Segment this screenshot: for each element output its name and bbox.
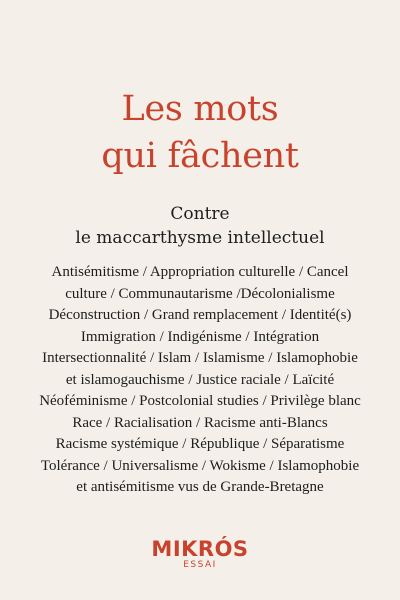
keyword-list bbox=[20, 262, 380, 499]
keyword-line: et antisémitisme vus de Grande-Bretagne bbox=[76, 479, 324, 495]
keyword-line: et islamogauchisme / Justice raciale / Laïcité bbox=[65, 371, 335, 388]
collection-name: ESSAI bbox=[183, 560, 217, 570]
book-title-line-1: Les mots bbox=[121, 89, 279, 129]
keyword-line: Race / Racialisation / Racisme anti-Blancs bbox=[72, 414, 328, 431]
book-title-line-2: qui fâchent bbox=[101, 136, 299, 176]
publisher-name: MIKRÓS bbox=[151, 537, 249, 561]
keyword-line: Immigration / Indigénisme / Intégration bbox=[80, 328, 320, 345]
book-subtitle bbox=[0, 202, 400, 250]
book-subtitle-line-2: le maccarthysme intellectuel bbox=[75, 228, 325, 248]
keyword-line: Racisme systémique / République / Séparatisme bbox=[55, 436, 345, 452]
keyword-line: Antisémitisme / Appropriation culturelle / Cancel bbox=[51, 264, 349, 280]
keyword-line: Déconstruction / Grand remplacement / Identité(s) bbox=[48, 307, 352, 323]
book-title bbox=[0, 86, 400, 180]
publisher-logo bbox=[0, 538, 400, 570]
keyword-line: Tolérance / Universalisme / Wokisme / Islamophobie bbox=[40, 457, 360, 474]
keyword-line: culture / Communautarisme /Décolonialisme bbox=[65, 285, 335, 302]
keyword-line: Intersectionnalité / Islam / Islamisme / Islamophobie bbox=[42, 350, 358, 366]
keyword-line: Néoféminisme / Postcolonial studies / Privilège blanc bbox=[39, 393, 361, 409]
book-subtitle-line-1: Contre bbox=[170, 204, 230, 224]
